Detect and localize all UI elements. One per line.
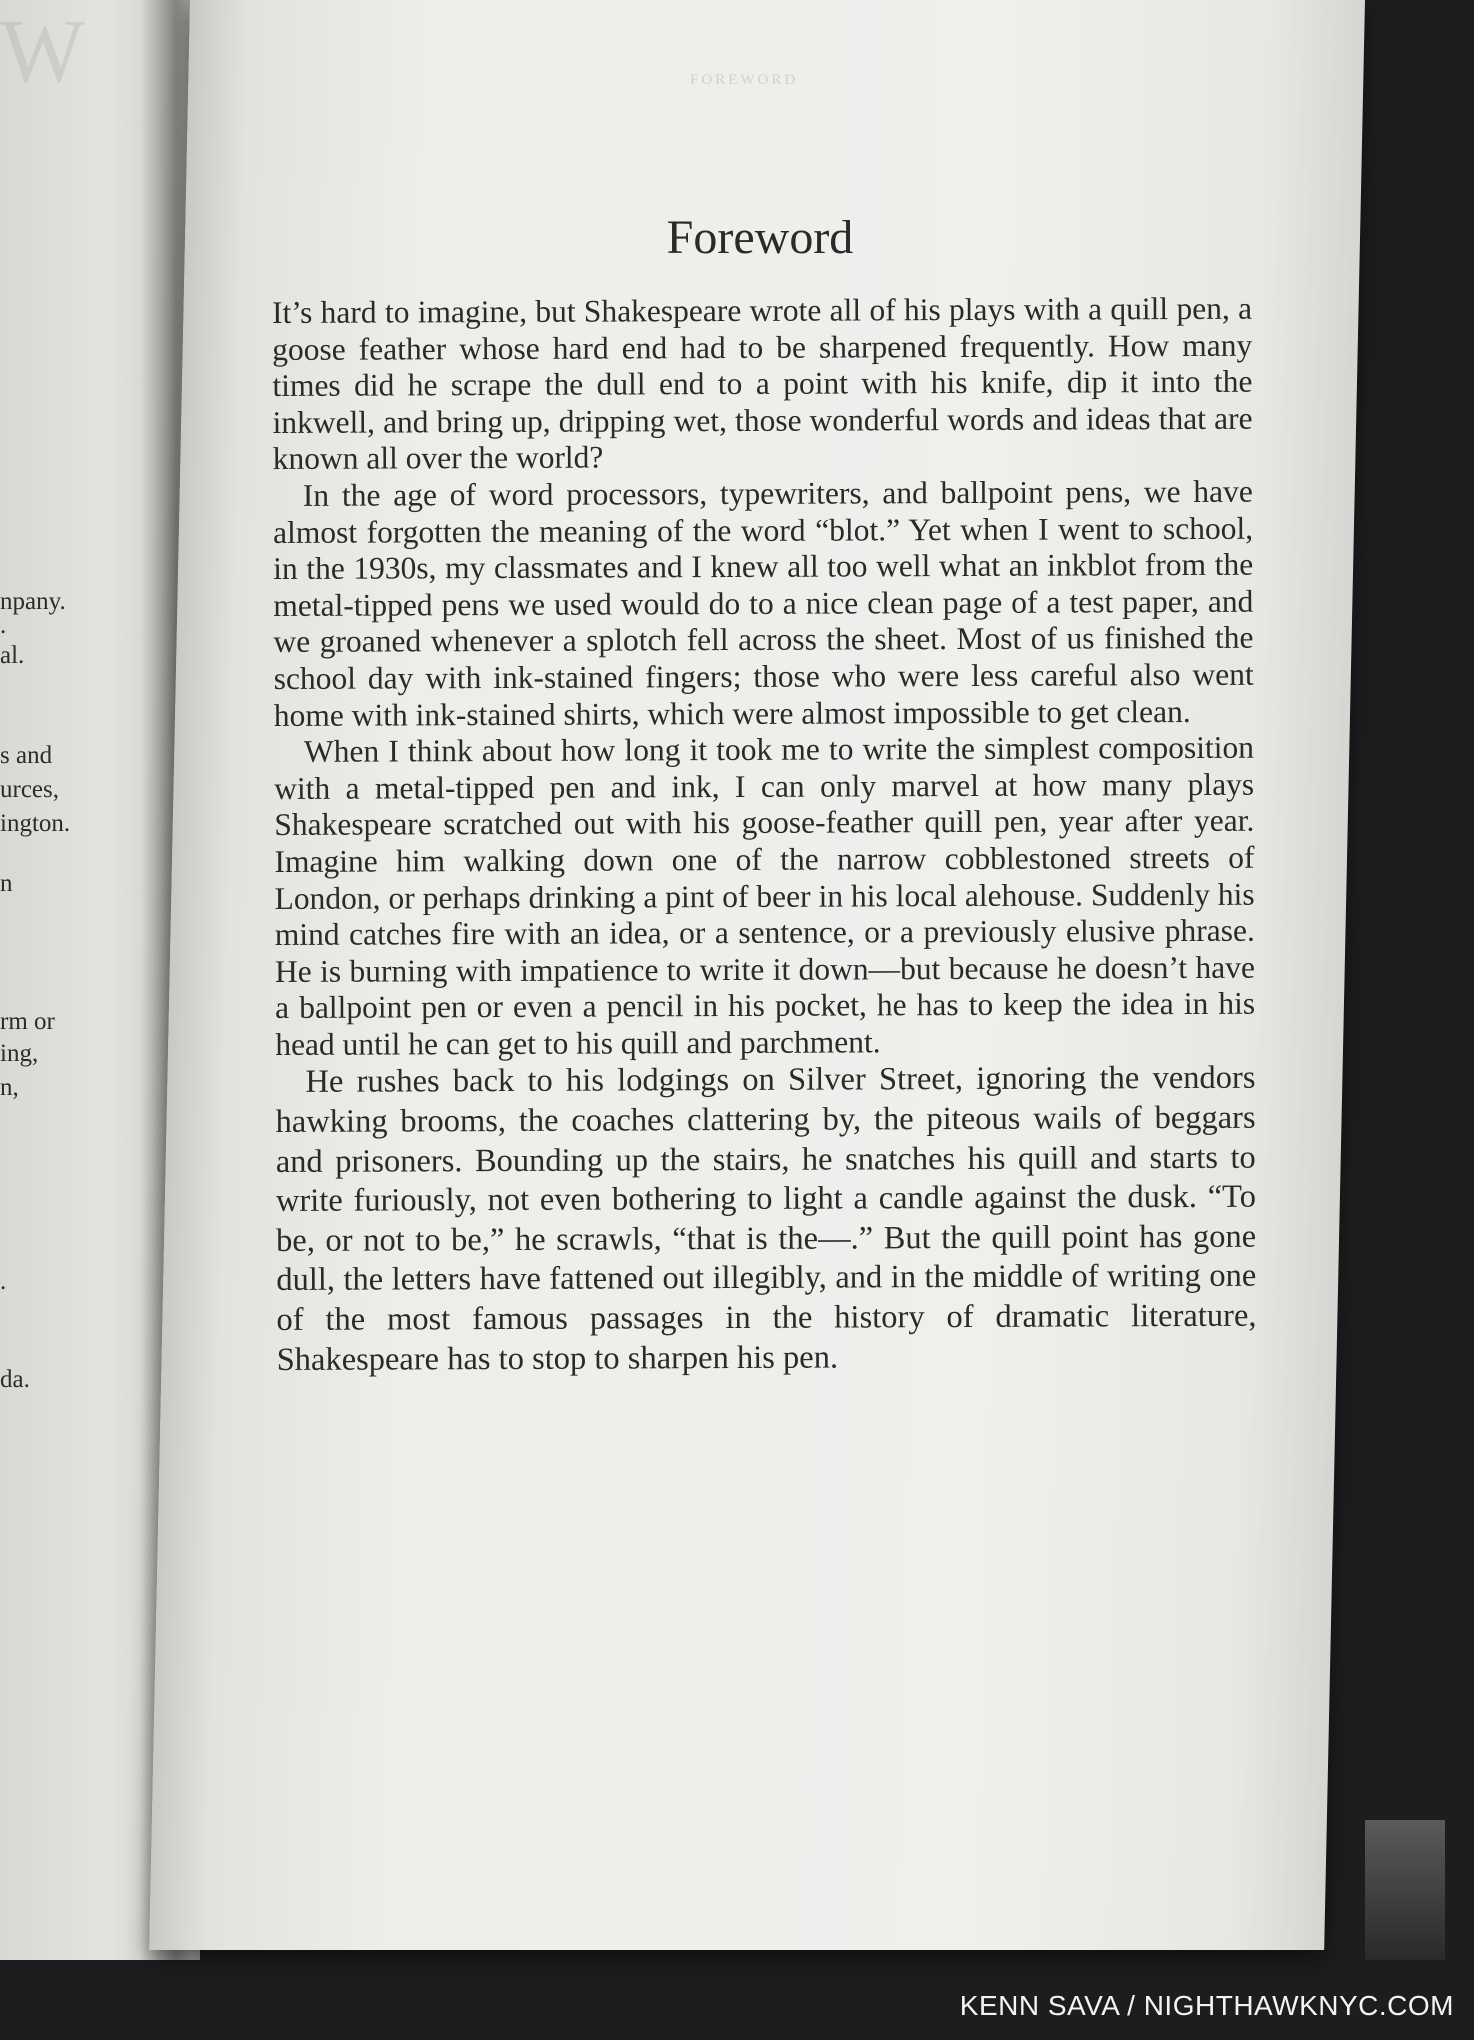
paragraph: It’s hard to imagine, but Shakespeare wrote all of his plays with a quill pen, a goose feather whose hard end had to be sharpened frequently. How many times did he scrape the dull end to a point with his knife, dip it into the inkwell, and bring up, dripping wet, those wonderful words and ideas that are known all over the world? bbox=[272, 290, 1253, 477]
paragraph: He rushes back to his lodgings on Silver Street, ignoring the vendors hawking brooms, the coaches clattering by, the piteous wails of beggars and prisoners. Bounding up the stairs, he snatches his quill and starts to write furiously, not even bothering to light a candle against the dusk. “To be, or not to be,” he scrawls, “that is the—.” But the quill point has gone dull, the letters have fattened out illegibly, and in the middle of writing one of the most famous passages in the history of dramatic literature, Shakespeare has to stop to sharpen his pen. bbox=[275, 1060, 1257, 1378]
left-page-fragment: s and bbox=[0, 742, 53, 769]
left-page-fragment: rm or bbox=[0, 1008, 55, 1035]
left-page-fragment: n, bbox=[0, 1074, 19, 1101]
left-page-fragment: da. bbox=[0, 1366, 30, 1393]
left-page-fragment: n bbox=[0, 870, 13, 897]
paragraph: When I think about how long it took me to write the simplest composition with a metal-tipped pen and ink, I can only marvel at how many plays Shakespeare scratched out with his goose-feather quill pen, year after year. Imagine him walking down one of the narrow cobblestoned streets of London, or perhaps drinking a pint of beer in his local alehouse. Suddenly his mind catches fire with an idea, or a sentence, or a previously elusive phrase. He is burning with impatience to write it down—but because he doesn’t have a ballpoint pen or even a pencil in his pocket, he has to keep the idea in his head until he can get to his quill and parchment. bbox=[274, 729, 1256, 1062]
page-title: Foreword bbox=[666, 211, 854, 264]
running-head: FOREWORD bbox=[690, 72, 799, 88]
body-text bbox=[272, 291, 1257, 1380]
left-page-fragment: npany. bbox=[0, 588, 66, 615]
left-page-fragment: urces, bbox=[0, 776, 59, 803]
left-page-fragment: al. bbox=[0, 642, 25, 669]
left-page-fragment: . bbox=[0, 612, 7, 639]
show-through-text: W bbox=[0, 2, 91, 101]
left-page-fragment: ing, bbox=[0, 1040, 39, 1067]
photo-credit-watermark: KENN SAVA / NIGHTHAWKNYC.COM bbox=[959, 1990, 1454, 2021]
left-page-fragment: ington. bbox=[0, 810, 71, 837]
page-edge bbox=[1365, 1820, 1445, 1960]
paragraph: In the age of word processors, typewriters, and ballpoint pens, we have almost forgotten the meaning of the word “blot.” Yet when I went to school, in the 1930s, my classmates and I knew all too well what an inkblot from the metal-tipped pens we used would do to a nice clean page of a test paper, and we groaned whenever a splotch fell across the sheet. Most of us finished the school day with ink-stained fingers; those who were less careful also went home with ink-stained shirts, which were almost impossible to get clean. bbox=[272, 473, 1254, 733]
left-page-fragment: . bbox=[0, 1268, 7, 1295]
